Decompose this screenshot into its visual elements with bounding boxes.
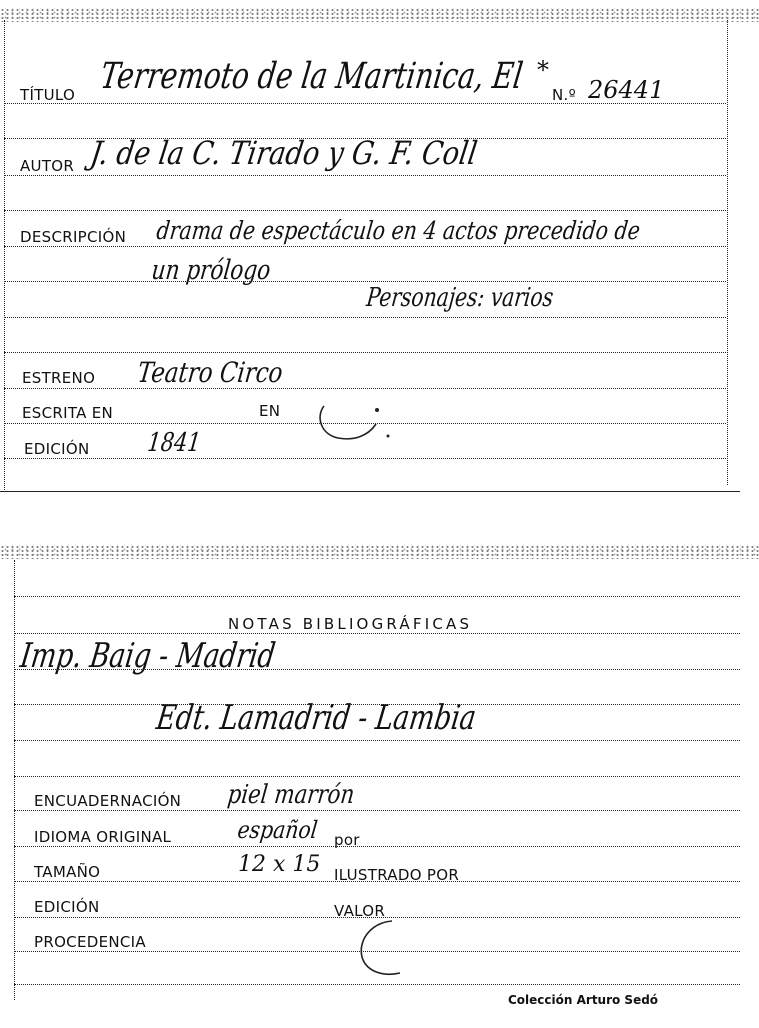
tamano-value: 12 x 15	[238, 852, 321, 877]
descripcion-value-line2: un prólogo	[150, 255, 273, 286]
descripcion-label: DESCRIPCIÓN	[20, 228, 127, 246]
rule-line	[14, 740, 740, 741]
notes-line-2: Edt. Lamadrid - Lambia	[154, 698, 479, 738]
card-right-edge	[727, 20, 728, 485]
scan-noise-top	[0, 8, 759, 22]
escrita-en-label: ESCRITA EN	[22, 404, 114, 422]
descripcion-value-line1: drama de espectáculo en 4 actos precedido de	[155, 216, 642, 245]
punch-hole-mark	[310, 398, 390, 448]
tamano-label: TAMAÑO	[34, 863, 101, 881]
edicion-value: 1841	[146, 428, 203, 458]
valor-label: VALOR	[334, 902, 386, 920]
encuadernacion-label: ENCUADERNACIÓN	[34, 792, 182, 810]
rule-line	[14, 596, 740, 597]
rule-line	[4, 210, 726, 211]
procedencia-label: PROCEDENCIA	[34, 933, 146, 951]
asterisk-mark: *	[537, 56, 549, 84]
rule-line	[4, 458, 726, 459]
ilustrado-por-label: ILUSTRADO POR	[334, 866, 460, 884]
autor-value: J. de la C. Tirado y G. F. Coll	[88, 134, 480, 172]
estreno-label: ESTRENO	[22, 369, 96, 387]
titulo-label: TÍTULO	[20, 86, 76, 104]
rule-line	[4, 281, 726, 282]
rule-line	[14, 776, 740, 777]
rule-line	[4, 175, 726, 176]
idioma-original-label: IDIOMA ORIGINAL	[34, 828, 172, 846]
por-label: por	[334, 831, 360, 849]
rule-line	[4, 352, 726, 353]
rule-line	[14, 846, 740, 847]
notas-bibliograficas-heading: NOTAS BIBLIOGRÁFICAS	[228, 615, 473, 633]
collection-credit: Colección Arturo Sedó	[508, 993, 659, 1007]
edicion-label: EDICIÓN	[24, 440, 90, 458]
numero-value: 26441	[588, 76, 665, 104]
punch-hole-mark	[352, 915, 422, 979]
autor-label: AUTOR	[20, 157, 75, 175]
rule-line	[4, 388, 726, 389]
edicion-label: EDICIÓN	[34, 898, 100, 916]
rule-line	[14, 810, 740, 811]
numero-label: N.º	[552, 86, 576, 104]
card-left-edge	[4, 20, 5, 490]
titulo-value: Terremoto de la Martinica, El	[98, 56, 526, 97]
rule-line	[4, 246, 726, 247]
en-label: EN	[259, 402, 281, 420]
rule-line	[14, 633, 740, 634]
scan-noise-bottom	[0, 545, 759, 559]
notes-line-1: Imp. Baig - Madrid	[18, 636, 278, 676]
card-left-edge	[14, 560, 15, 1000]
rule-line	[0, 491, 740, 492]
personajes-value: Personajes: varios	[365, 283, 555, 313]
rule-line	[4, 317, 726, 318]
rule-line	[14, 984, 740, 985]
idioma-original-value: español	[236, 816, 320, 844]
encuadernacion-value: piel marrón	[226, 780, 357, 810]
estreno-value: Teatro Circo	[136, 356, 285, 389]
